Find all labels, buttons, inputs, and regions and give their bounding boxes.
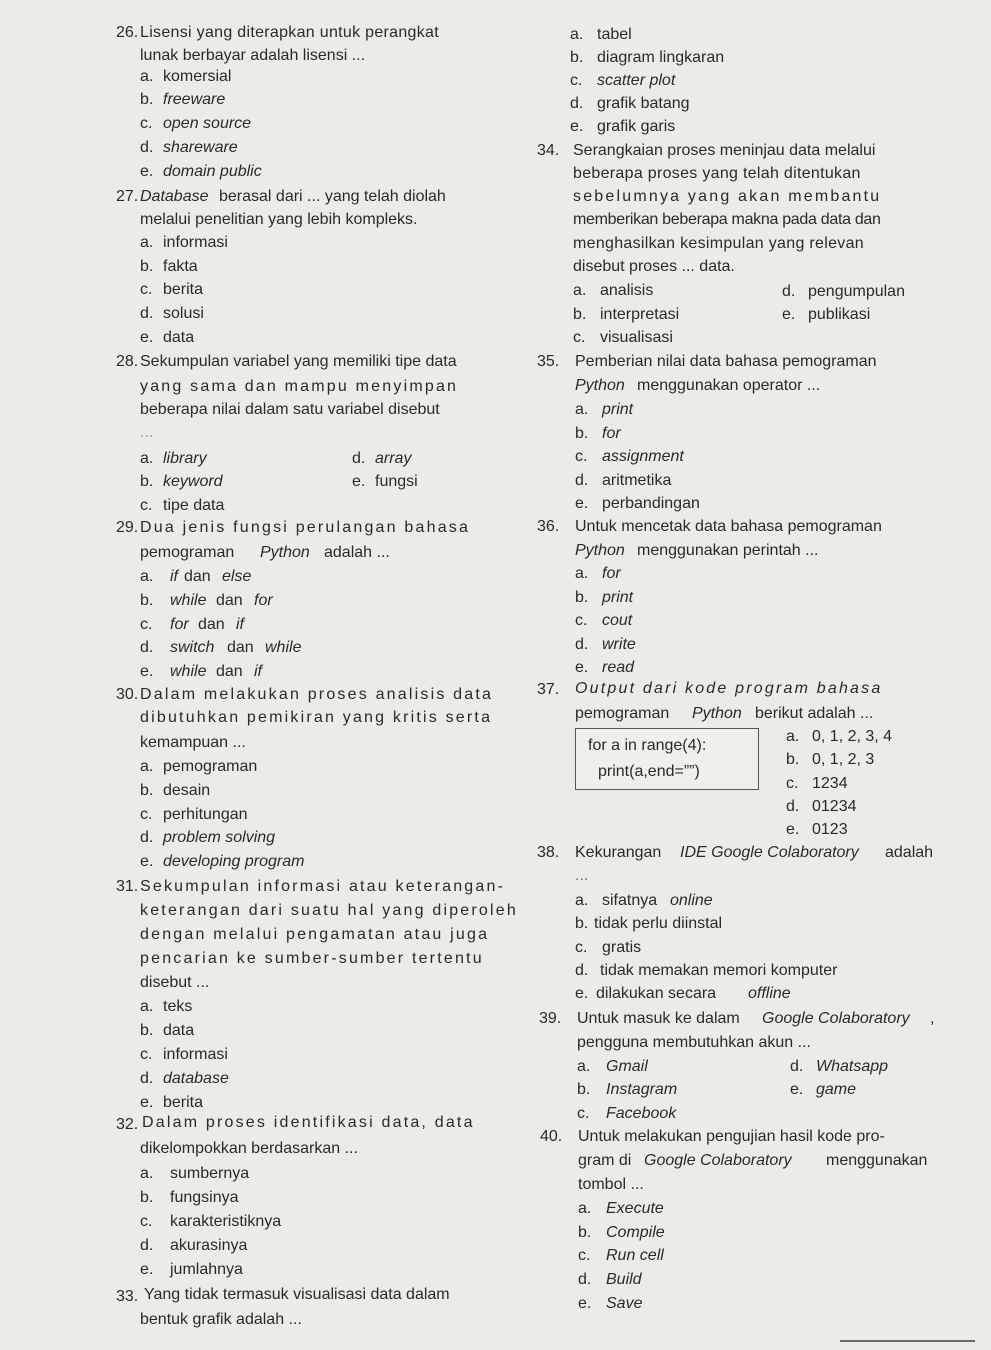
question-text: keterangan dari suatu hal yang diperoleh xyxy=(140,902,518,919)
question-text: IDE Google Colaboratory xyxy=(680,844,859,861)
option-text: for xyxy=(602,565,621,582)
option-text: dilakukan secara xyxy=(596,985,717,1002)
question-text: Dalam proses identifikasi data, data xyxy=(142,1114,475,1131)
option-letter: a. xyxy=(140,568,154,585)
option-text: interpretasi xyxy=(600,306,680,323)
option-text: dan xyxy=(216,663,243,680)
question-text: menggunakan operator ... xyxy=(637,377,821,394)
question-number: 37. xyxy=(537,681,560,698)
option-text: game xyxy=(816,1081,857,1098)
question-text: Serangkaian proses meninjau data melalui xyxy=(573,142,876,159)
option-text: library xyxy=(163,450,207,467)
option-letter: b. xyxy=(140,473,154,490)
option-letter: d. xyxy=(140,1070,154,1087)
option-text: tidak perlu diinstal xyxy=(594,915,723,932)
option-letter: b. xyxy=(578,1224,592,1241)
option-letter: e. xyxy=(575,659,589,676)
option-text: 0123 xyxy=(812,821,848,838)
option-text: print xyxy=(602,401,634,418)
option-text: freeware xyxy=(163,91,226,108)
option-letter: d. xyxy=(140,305,154,322)
option-text: shareware xyxy=(163,139,238,156)
question-text: Google Colaboratory xyxy=(762,1010,910,1027)
question-text: dengan melalui pengamatan atau juga xyxy=(140,926,490,943)
option-text: offline xyxy=(748,985,791,1002)
option-text: analisis xyxy=(600,282,654,299)
option-letter: a. xyxy=(140,68,154,85)
option-text: visualisasi xyxy=(600,329,673,346)
option-text: perbandingan xyxy=(602,495,700,512)
option-letter: d. xyxy=(786,798,800,815)
option-text: tidak memakan memori komputer xyxy=(600,962,838,979)
option-letter: e. xyxy=(578,1295,592,1312)
question-number: 31. xyxy=(116,878,139,895)
option-text: for xyxy=(254,592,273,609)
option-letter: a. xyxy=(577,1058,591,1075)
question-text: adalah xyxy=(885,844,934,861)
question-number: 29. xyxy=(116,519,139,536)
option-text: dan xyxy=(184,568,211,585)
option-text: Build xyxy=(606,1271,642,1288)
option-letter: a. xyxy=(575,565,589,582)
question-text: ... xyxy=(140,424,154,441)
option-letter: e. xyxy=(786,821,800,838)
question-number: 38. xyxy=(537,844,560,861)
option-letter: b. xyxy=(140,1189,154,1206)
option-text: grafik garis xyxy=(597,118,676,135)
option-text: data xyxy=(163,1022,195,1039)
option-letter: c. xyxy=(570,72,583,89)
option-text: for xyxy=(602,425,621,442)
option-letter: a. xyxy=(578,1200,592,1217)
question-number: 35. xyxy=(537,353,560,370)
question-text: kemampuan ... xyxy=(140,734,246,751)
option-letter: a. xyxy=(140,998,154,1015)
option-text: karakteristiknya xyxy=(170,1213,282,1230)
option-letter: b. xyxy=(577,1081,591,1098)
option-letter: c. xyxy=(577,1105,590,1122)
question-text: disebut ... xyxy=(140,974,210,991)
question-text: bentuk grafik adalah ... xyxy=(140,1311,302,1328)
option-letter: a. xyxy=(140,450,154,467)
option-letter: c. xyxy=(140,806,153,823)
option-letter: a. xyxy=(140,1165,154,1182)
option-letter: b. xyxy=(140,91,154,108)
option-text: while xyxy=(265,639,302,656)
question-number: 36. xyxy=(537,518,560,535)
option-text: pengumpulan xyxy=(808,283,905,300)
question-text: Sekumpulan informasi atau keterangan- xyxy=(140,878,506,895)
option-letter: c. xyxy=(786,775,799,792)
option-text: Save xyxy=(606,1295,643,1312)
option-letter: b. xyxy=(140,1022,154,1039)
option-letter: d. xyxy=(140,639,154,656)
question-text: Python xyxy=(692,705,742,722)
option-text: dan xyxy=(227,639,254,656)
option-text: Instagram xyxy=(606,1081,678,1098)
option-letter: a. xyxy=(786,728,800,745)
question-text: gram di xyxy=(578,1152,632,1169)
question-text: Untuk melakukan pengujian hasil kode pro- xyxy=(578,1128,885,1145)
question-text: Untuk masuk ke dalam xyxy=(577,1010,740,1027)
question-text: , xyxy=(930,1010,935,1027)
option-letter: d. xyxy=(140,139,154,156)
option-letter: c. xyxy=(140,281,153,298)
option-text: tabel xyxy=(597,26,632,43)
option-letter: a. xyxy=(575,401,589,418)
question-text: lunak berbayar adalah lisensi ... xyxy=(140,47,366,64)
option-text: pemograman xyxy=(163,758,258,775)
option-text: 01234 xyxy=(812,798,857,815)
option-letter: e. xyxy=(140,329,154,346)
question-number: 28. xyxy=(116,353,139,370)
question-text: menggunakan perintah ... xyxy=(637,542,819,559)
code-line: for a in range(4): xyxy=(588,737,707,754)
option-text: if xyxy=(254,663,262,680)
option-letter: b. xyxy=(573,306,587,323)
question-text: ... xyxy=(575,867,589,884)
question-text: pengguna membutuhkan akun ... xyxy=(577,1034,811,1051)
option-text: for xyxy=(170,616,189,633)
option-letter: c. xyxy=(140,1213,153,1230)
option-text: desain xyxy=(163,782,211,799)
option-letter: e. xyxy=(140,163,154,180)
option-letter: a. xyxy=(140,758,154,775)
option-text: keyword xyxy=(163,473,223,490)
option-text: diagram lingkaran xyxy=(597,49,725,66)
option-text: berita xyxy=(163,281,204,298)
option-letter: e. xyxy=(140,1261,154,1278)
option-letter: c. xyxy=(140,115,153,132)
option-text: Gmail xyxy=(606,1058,648,1075)
option-letter: e. xyxy=(782,306,796,323)
option-text: sumbernya xyxy=(170,1165,250,1182)
question-text: Dalam melakukan proses analisis data xyxy=(140,686,494,703)
option-text: fungsinya xyxy=(170,1189,239,1206)
option-letter: d. xyxy=(140,1237,154,1254)
option-text: fakta xyxy=(163,258,198,275)
option-letter: b. xyxy=(786,751,800,768)
option-text: if xyxy=(236,616,244,633)
option-letter: c. xyxy=(573,329,586,346)
question-text: memberikan beberapa makna pada data dan xyxy=(573,211,881,228)
option-text: gratis xyxy=(602,939,642,956)
option-text: domain public xyxy=(163,163,262,180)
question-text: Sekumpulan variabel yang memiliki tipe data xyxy=(140,353,457,370)
question-text: Python xyxy=(575,542,625,559)
option-letter: e. xyxy=(352,473,366,490)
option-text: dan xyxy=(216,592,243,609)
question-text: sebelumnya yang akan membantu xyxy=(573,188,882,205)
question-text: disebut proses ... data. xyxy=(573,258,735,275)
question-text: Kekurangan xyxy=(575,844,662,861)
option-letter: b. xyxy=(570,49,584,66)
option-letter: e. xyxy=(575,495,589,512)
question-text: beberapa nilai dalam satu variabel disebut xyxy=(140,401,440,418)
option-letter: e. xyxy=(570,118,584,135)
option-letter: c. xyxy=(140,1046,153,1063)
option-text: while xyxy=(170,592,207,609)
option-letter: b. xyxy=(140,782,154,799)
option-text: Compile xyxy=(606,1224,665,1241)
option-letter: c. xyxy=(575,939,588,956)
option-text: database xyxy=(163,1070,229,1087)
option-letter: d. xyxy=(782,283,796,300)
option-text: publikasi xyxy=(808,306,871,323)
option-letter: d. xyxy=(570,95,584,112)
question-number: 30. xyxy=(116,686,139,703)
option-letter: e. xyxy=(140,663,154,680)
option-text: informasi xyxy=(163,234,228,251)
question-text: berikut adalah ... xyxy=(755,705,874,722)
option-letter: d. xyxy=(352,450,366,467)
option-letter: e. xyxy=(790,1081,804,1098)
code-line: print(a,end=””) xyxy=(598,763,700,780)
option-text: else xyxy=(222,568,252,585)
option-text: if xyxy=(170,568,178,585)
option-text: write xyxy=(602,636,636,653)
option-text: Facebook xyxy=(606,1105,677,1122)
option-text: 0, 1, 2, 3 xyxy=(812,751,875,768)
option-text: jumlahnya xyxy=(170,1261,243,1278)
option-text: developing program xyxy=(163,853,305,870)
question-text: Python xyxy=(260,544,310,561)
option-letter: b. xyxy=(575,425,589,442)
question-text: Output dari kode program bahasa xyxy=(575,680,883,697)
option-text: assignment xyxy=(602,448,684,465)
option-letter: d. xyxy=(575,962,589,979)
option-letter: d. xyxy=(578,1271,592,1288)
option-letter: a. xyxy=(575,892,589,909)
option-letter: c. xyxy=(575,448,588,465)
question-number: 33. xyxy=(116,1288,139,1305)
option-text: aritmetika xyxy=(602,472,672,489)
option-text: Run cell xyxy=(606,1247,664,1264)
option-text: akurasinya xyxy=(170,1237,248,1254)
option-letter: c. xyxy=(140,616,153,633)
code-snippet-box xyxy=(575,728,759,790)
question-text: pemograman xyxy=(575,705,670,722)
option-text: print xyxy=(602,589,634,606)
option-text: while xyxy=(170,663,207,680)
question-text: Yang tidak termasuk visualisasi data dalam xyxy=(144,1286,450,1303)
question-text: Python xyxy=(575,377,625,394)
option-text: informasi xyxy=(163,1046,228,1063)
option-letter: e. xyxy=(575,985,589,1002)
question-text: Google Colaboratory xyxy=(644,1152,792,1169)
question-number: 40. xyxy=(540,1128,563,1145)
option-text: read xyxy=(602,659,635,676)
question-number: 39. xyxy=(539,1010,562,1027)
option-text: 1234 xyxy=(812,775,848,792)
question-text: menghasilkan kesimpulan yang relevan xyxy=(573,235,864,252)
option-letter: d. xyxy=(790,1058,804,1075)
question-text: berasal dari ... yang telah diolah xyxy=(219,188,446,205)
option-letter: e. xyxy=(140,1094,154,1111)
option-text: problem solving xyxy=(163,829,276,846)
option-letter: a. xyxy=(570,26,584,43)
option-letter: d. xyxy=(140,829,154,846)
option-text: switch xyxy=(170,639,215,656)
question-number: 27. xyxy=(116,188,139,205)
question-text: Dua jenis fungsi perulangan bahasa xyxy=(140,519,471,536)
question-text: menggunakan xyxy=(826,1152,928,1169)
option-text: data xyxy=(163,329,195,346)
question-text: Pemberian nilai data bahasa pemograman xyxy=(575,353,877,370)
question-number: 34. xyxy=(537,142,560,159)
option-text: 0, 1, 2, 3, 4 xyxy=(812,728,893,745)
option-text: online xyxy=(670,892,713,909)
option-text: berita xyxy=(163,1094,204,1111)
question-text: tombol ... xyxy=(578,1176,644,1193)
option-letter: c. xyxy=(140,497,153,514)
option-text: perhitungan xyxy=(163,806,248,823)
question-number: 26. xyxy=(116,24,139,41)
question-text: adalah ... xyxy=(324,544,390,561)
option-letter: b. xyxy=(140,258,154,275)
option-text: array xyxy=(375,450,412,467)
option-text: grafik batang xyxy=(597,95,690,112)
question-text: pemograman xyxy=(140,544,235,561)
question-text: melalui penelitian yang lebih kompleks. xyxy=(140,211,418,228)
question-text: yang sama dan mampu menyimpan xyxy=(140,378,459,395)
question-text: Lisensi yang diterapkan untuk perangkat xyxy=(140,24,440,41)
option-text: teks xyxy=(163,998,193,1015)
question-text: dikelompokkan berdasarkan ... xyxy=(140,1140,358,1157)
option-text: Execute xyxy=(606,1200,664,1217)
option-letter: b. xyxy=(575,915,589,932)
option-letter: e. xyxy=(140,853,154,870)
question-number: 32. xyxy=(116,1116,139,1133)
option-text: scatter plot xyxy=(597,72,676,89)
option-text: tipe data xyxy=(163,497,225,514)
option-text: open source xyxy=(163,115,252,132)
option-letter: b. xyxy=(575,589,589,606)
option-text: sifatnya xyxy=(602,892,658,909)
option-letter: d. xyxy=(575,636,589,653)
question-text: pencarian ke sumber-sumber tertentu xyxy=(140,950,484,967)
option-text: komersial xyxy=(163,68,232,85)
option-letter: c. xyxy=(575,612,588,629)
question-text: Untuk mencetak data bahasa pemograman xyxy=(575,518,882,535)
option-letter: d. xyxy=(575,472,589,489)
option-letter: b. xyxy=(140,592,154,609)
option-text: cout xyxy=(602,612,633,629)
option-letter: c. xyxy=(578,1247,591,1264)
question-text: beberapa proses yang telah ditentukan xyxy=(573,165,861,182)
option-text: solusi xyxy=(163,305,204,322)
option-text: fungsi xyxy=(375,473,418,490)
option-letter: a. xyxy=(573,282,587,299)
question-text: dibutuhkan pemikiran yang kritis serta xyxy=(140,709,493,726)
question-text: Database xyxy=(140,188,209,205)
option-text: dan xyxy=(198,616,225,633)
option-text: Whatsapp xyxy=(816,1058,889,1075)
option-letter: a. xyxy=(140,234,154,251)
page-edge-line xyxy=(840,1340,975,1342)
